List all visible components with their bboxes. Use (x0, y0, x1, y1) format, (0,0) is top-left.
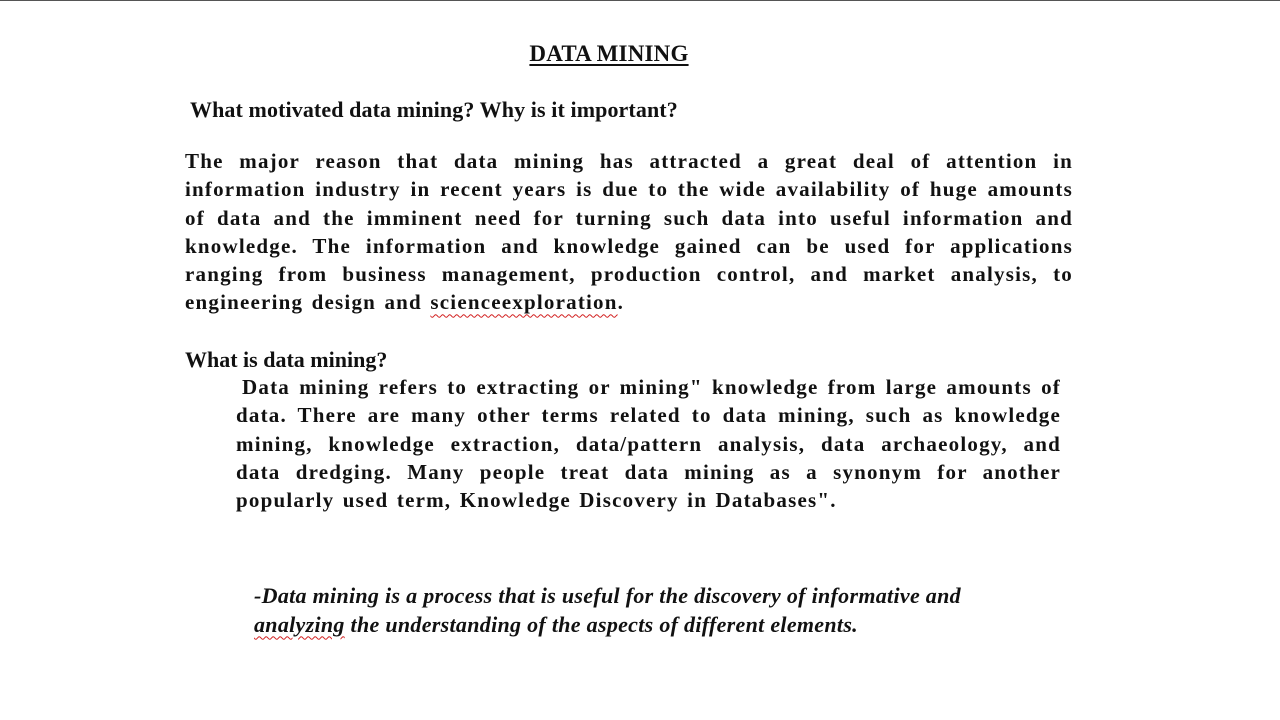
spellcheck-flagged-word-2[interactable]: analyzing (254, 611, 345, 637)
paragraph-motivation-end: . (617, 290, 625, 315)
paragraph-motivation-text: The major reason that data mining has attracted a great deal of attention in information industry in recent years is due to the wide availability of huge amounts of data and the imminent need for turning such data into useful information and knowledge. The information and knowledge gained can be used for applications ranging from business management, production control, and market analysis, to engineering design and (185, 149, 1073, 315)
section-heading-motivation: What motivated data mining? Why is it important? (190, 97, 678, 122)
paragraph-definition: Data mining refers to extracting or mining" knowledge from large amounts of data. There are many other terms related to data mining, such as knowledge mining, knowledge extraction, data/pattern analysis, data archaeology, and data dredging. Many people treat data mining as a synonym for another popularly used term, Knowledge Discovery in Databases". (236, 375, 1061, 513)
spellcheck-flagged-word[interactable]: scienceexploration (430, 290, 618, 315)
paragraph-process-before: -Data mining is a process that is useful for the discovery of informative and (254, 583, 961, 608)
paragraph-process (254, 582, 1024, 639)
paragraph-process-after: the understanding of the aspects of different elements. (350, 611, 858, 637)
document-title: DATA MINING (529, 41, 689, 66)
paragraph-motivation (185, 147, 1073, 317)
section-heading-definition: What is data mining? (185, 347, 388, 372)
